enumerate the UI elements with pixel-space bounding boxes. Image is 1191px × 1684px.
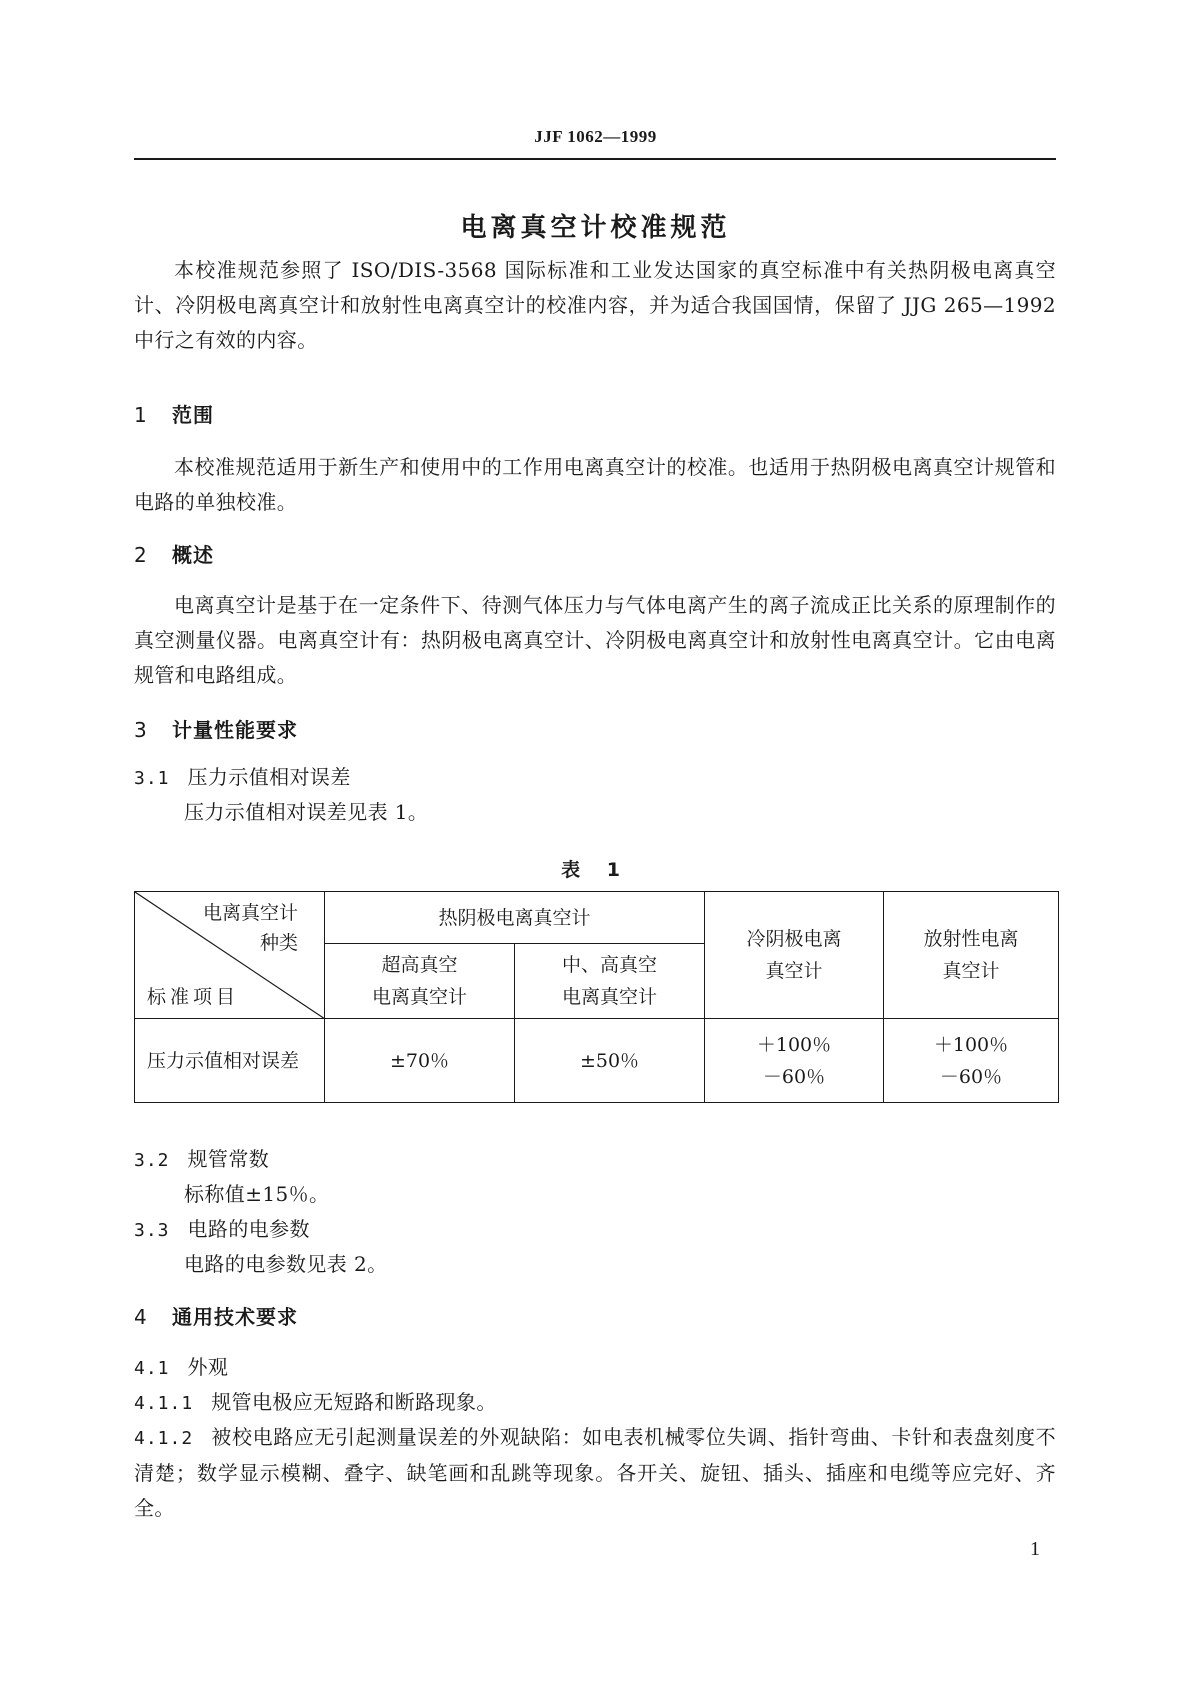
section-number: 2 bbox=[134, 543, 148, 567]
section-2-heading bbox=[134, 540, 214, 570]
corner-label-bottom: 标准项目 bbox=[147, 986, 240, 1008]
cell-cold-value bbox=[705, 1019, 884, 1103]
document-code: JJF 1062—1999 bbox=[534, 127, 657, 146]
subsection-3-2-heading bbox=[134, 1142, 1056, 1178]
header-cold-line2: 真空计 bbox=[765, 960, 823, 982]
section-number: 3 bbox=[134, 718, 148, 742]
header-cold-line1: 冷阴极电离 bbox=[746, 928, 842, 950]
header-hot-cathode: 热阴极电离真空计 bbox=[325, 892, 705, 944]
subsection-4-1-1 bbox=[134, 1385, 1056, 1421]
table-1 bbox=[134, 891, 1059, 1103]
subsection-number: 4.1 bbox=[134, 1358, 170, 1379]
subsection-title: 外观 bbox=[187, 1355, 229, 1379]
subsection-text: 被校电路应无引起测量误差的外观缺陷：如电表机械零位失调、指针弯曲、卡针和表盘刻度不清楚；数学显示模糊、叠字、缺笔画和乱跳等现象。各开关、旋钮、插头、插座和电缆等应完好、齐全。 bbox=[134, 1425, 1056, 1520]
subsection-number: 4.1.1 bbox=[134, 1393, 194, 1414]
cell-rad-value bbox=[884, 1019, 1059, 1103]
document-title: 电离真空计校准规范 bbox=[460, 213, 731, 243]
header-uhv-line1: 超高真空 bbox=[381, 954, 458, 976]
header-rad-line2: 真空计 bbox=[942, 960, 1000, 982]
section-title: 范围 bbox=[172, 403, 214, 427]
header-uhv bbox=[325, 944, 515, 1019]
subsection-3-1-heading bbox=[134, 760, 1056, 796]
header-mhv-line1: 中、高真空 bbox=[562, 954, 658, 976]
header-mhv-line2: 电离真空计 bbox=[562, 986, 658, 1008]
page-number: 1 bbox=[1030, 1538, 1040, 1560]
section-4-heading bbox=[134, 1302, 298, 1332]
corner-label-top: 电离真空计 bbox=[202, 902, 298, 924]
cell-cold-minus: －60％ bbox=[762, 1065, 826, 1088]
corner-label-mid: 种类 bbox=[259, 932, 298, 954]
section-title: 通用技术要求 bbox=[172, 1305, 298, 1329]
cell-cold-plus: ＋100％ bbox=[756, 1033, 832, 1056]
subsection-number: 4.1.2 bbox=[134, 1428, 194, 1449]
subsection-number: 3.3 bbox=[134, 1220, 170, 1241]
section-2-paragraph: 电离真空计是基于在一定条件下、待测气体压力与气体电离产生的离子流成正比关系的原理制作的真空测量仪器。电离真空计有：热阴极电离真空计、冷阴极电离真空计和放射性电离真空计。它由电离规管和电路组成。 bbox=[134, 593, 1056, 687]
intro-paragraph: 本校准规范参照了 ISO/DIS-3568 国际标准和工业发达国家的真空标准中有关热阴极电离真空计、冷阴极电离真空计和放射性电离真空计的校准内容，并为适合我国国情，保留了 JJG 265—1992 中行之有效的内容。 bbox=[134, 258, 1056, 352]
cell-rad-minus: －60％ bbox=[939, 1065, 1003, 1088]
subsection-3-2-text: 标称值±15％。 bbox=[184, 1182, 330, 1206]
cell-uhv-value: ±70％ bbox=[325, 1019, 515, 1103]
section-number: 4 bbox=[134, 1305, 148, 1329]
section-title: 概述 bbox=[172, 543, 214, 567]
subsection-number: 3.2 bbox=[134, 1150, 170, 1171]
section-number: 1 bbox=[134, 403, 148, 427]
header-rule bbox=[134, 158, 1056, 160]
section-3-heading bbox=[134, 715, 298, 745]
row-label-pressure-error: 压力示值相对误差 bbox=[135, 1019, 325, 1103]
subsection-text: 规管电极应无短路和断路现象。 bbox=[211, 1390, 497, 1414]
cell-mhv-value: ±50％ bbox=[515, 1019, 705, 1103]
subsection-3-3-heading bbox=[134, 1212, 1056, 1248]
subsection-3-3-text: 电路的电参数见表 2。 bbox=[184, 1252, 388, 1276]
section-title: 计量性能要求 bbox=[172, 718, 298, 742]
cell-rad-plus: ＋100％ bbox=[933, 1033, 1009, 1056]
header-cold-cathode bbox=[705, 892, 884, 1019]
subsection-title: 电路的电参数 bbox=[187, 1217, 310, 1241]
header-uhv-line2: 电离真空计 bbox=[371, 986, 467, 1008]
header-rad-line1: 放射性电离 bbox=[923, 928, 1019, 950]
table-corner-header bbox=[135, 892, 325, 1019]
subsection-number: 3.1 bbox=[134, 768, 170, 789]
subsection-title: 规管常数 bbox=[187, 1147, 270, 1171]
subsection-4-1-2 bbox=[134, 1420, 1056, 1526]
header-mhv bbox=[515, 944, 705, 1019]
table-1-caption: 表 1 bbox=[561, 859, 630, 881]
subsection-title: 压力示值相对误差 bbox=[187, 765, 351, 789]
subsection-3-1-text: 压力示值相对误差见表 1。 bbox=[184, 800, 429, 824]
subsection-4-1-heading bbox=[134, 1350, 1056, 1386]
header-radioactive bbox=[884, 892, 1059, 1019]
section-1-paragraph: 本校准规范适用于新生产和使用中的工作用电离真空计的校准。也适用于热阴极电离真空计规管和电路的单独校准。 bbox=[134, 455, 1056, 514]
section-1-heading bbox=[134, 400, 214, 430]
